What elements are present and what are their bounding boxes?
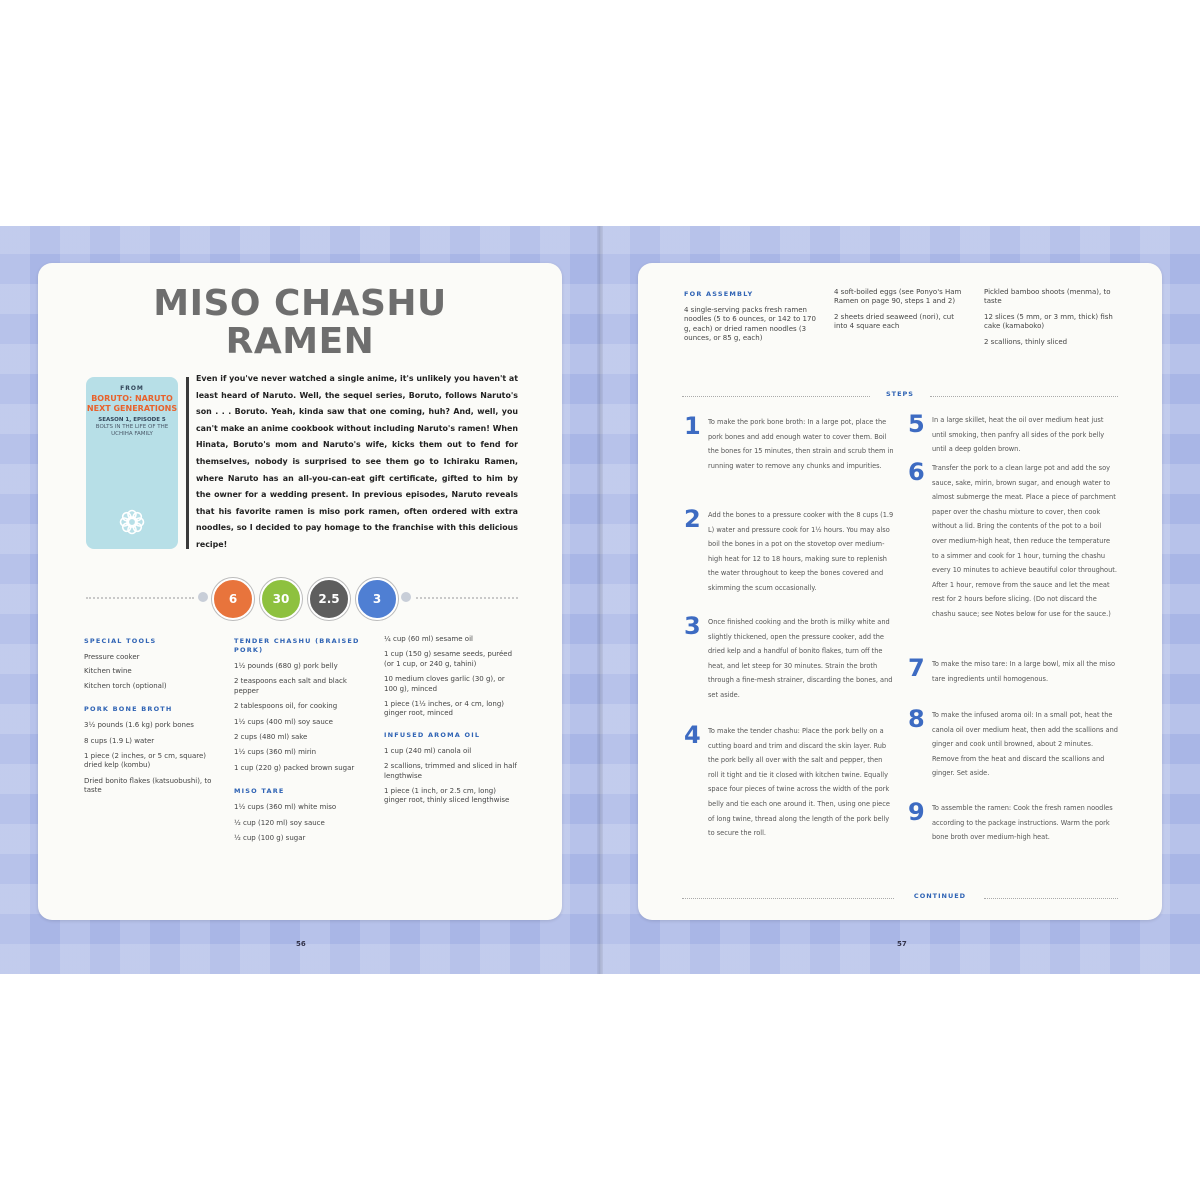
list-item: 1 piece (1 inch, or 2.5 cm, long) ginger root, thinly sliced lengthwise — [384, 787, 510, 805]
recipe-title-line2: RAMEN — [225, 321, 375, 362]
list-item: 1 piece (1½ inches, or 4 cm, long) ginger root, minced — [384, 700, 505, 718]
step-6 — [908, 458, 1118, 622]
step-text: To make the tender chashu: Place the pork belly on a cutting board and trim and discard the skin layer. Rub the pork belly all over with the salt and pepper, then roll it tight and tie it closed with kitchen twine. Equally space four pieces of twine across the width of the pork belly and tie each one around it. Then, using one piece of long twine, thread along the length of the pork belly to secure the roll. — [708, 727, 890, 838]
step-number: 9 — [908, 798, 925, 826]
list-item: 1½ pounds (680 g) pork belly — [234, 662, 338, 670]
list-item: Kitchen twine — [84, 667, 132, 676]
step-7 — [908, 654, 1118, 686]
list-item: Pressure cooker — [84, 653, 140, 661]
step-text: To make the miso tare: In a large bowl, mix all the miso tare ingredients until homogenous. — [932, 660, 1116, 683]
list-item: 2 teaspoons each salt and black pepper — [234, 677, 347, 695]
left-page-card — [38, 263, 562, 920]
list-item: 1½ cups (360 ml) mirin — [234, 748, 317, 757]
continued-footer — [682, 892, 1118, 904]
servings-badge: 6 — [212, 578, 254, 620]
step-number: 4 — [684, 721, 701, 749]
list-item: 8 cups (1.9 L) water — [84, 736, 155, 745]
list-item: 10 medium cloves garlic (30 g), or 100 g), minced — [384, 675, 505, 693]
special-tools-heading: SPECIAL TOOLS — [84, 637, 157, 645]
step-number: 3 — [684, 612, 701, 640]
list-item: 2 tablespoons oil, for cooking — [234, 702, 338, 711]
list-item: Dried bonito flakes (katsuobushi), to taste — [84, 776, 212, 795]
assembly-column-3 — [984, 288, 1118, 353]
cook-time-badge: 2.5 — [308, 578, 350, 620]
assembly-column-2 — [834, 288, 966, 338]
steps-rule-left — [682, 396, 870, 397]
step-8 — [908, 705, 1118, 781]
difficulty-badge: 3 — [356, 578, 398, 620]
step-number: 8 — [908, 705, 925, 733]
step-text: In a large skillet, heat the oil over medium heat just until smoking, then panfry all sides of the pork belly until a deep golden brown. — [932, 416, 1105, 454]
steps-header — [682, 390, 1118, 402]
step-number: 5 — [908, 410, 925, 438]
stats-dot-right — [401, 592, 411, 602]
step-3 — [684, 612, 894, 703]
list-item: 2 cups (480 ml) sake — [234, 733, 308, 742]
miso-tare-heading: MISO TARE — [234, 787, 285, 796]
stats-rule-left — [86, 597, 194, 599]
step-text: Once finished cooking and the broth is milky white and slightly thickened, open the pressure cooker, add the dried kelp and a handful of bonito flakes, turn off the heat, and let steep for 30 minutes. Strain the broth through a fine-mesh strainer, discarding the bones, and set aside. — [708, 618, 893, 699]
step-text: To make the pork bone broth: In a large pot, place the pork bones and add enough water to cover them. Boil the bones for 15 minutes, then strain and scrub them in running water to remove any chunks and impurities. — [708, 418, 894, 470]
right-page-card — [638, 263, 1162, 920]
ingredients-column-2 — [234, 637, 362, 849]
intro-paragraph: Even if you've never watched a single anime, it's unlikely you haven't at least heard of Naruto. Well, the sequel series, Boruto, follows Naruto's son . . . Boruto. Yeah, kinda saw that one coming, huh? And, well, you can't make an anime cookbook without including Naruto's ramen! When Hinata, Boruto's mom and Naruto's wife, kicks them out to fend for themselves, nobody is surprised to see them go to Ichiraku Ramen, where Naruto has an all-you-can-eat gift certificate, gifted to him by the owner for a wedding present. In previous episodes, Naruto reveals that his favorite ramen is miso pork ramen, often ordered with extra noodles, so I decided to pay homage to the franchise with this delicious recipe! — [196, 374, 518, 549]
pork-bone-broth-heading: PORK BONE BROTH — [84, 705, 173, 714]
flower-emblem-icon — [117, 507, 147, 537]
list-item: ½ cup (120 ml) soy sauce — [234, 818, 325, 827]
source-sidebar — [86, 377, 178, 549]
intro-divider — [186, 377, 189, 549]
step-2 — [684, 505, 894, 596]
list-item: 2 scallions, trimmed and sliced in half lengthwise — [384, 762, 517, 780]
step-5 — [908, 410, 1118, 457]
step-number: 1 — [684, 412, 701, 440]
list-item: 1 piece (2 inches, or 5 cm, square) dried kelp (kombu) — [84, 752, 206, 770]
book-gutter — [597, 226, 603, 974]
list-item: 1½ cups (400 ml) soy sauce — [234, 717, 333, 726]
stats-rule-right — [416, 597, 518, 599]
sidebar-show-title: BORUTO: NARUTO NEXT GENERATIONS — [86, 394, 178, 413]
step-number: 6 — [908, 458, 925, 486]
list-item: 12 slices (5 mm, or 3 mm, thick) fish cake (kamaboko) — [984, 312, 1113, 331]
list-item: ¼ cup (60 ml) sesame oil — [384, 635, 473, 643]
list-item: Kitchen torch (optional) — [84, 681, 167, 690]
book-spread-background — [0, 226, 1200, 974]
step-4 — [684, 721, 894, 841]
sidebar-from-label: FROM — [120, 385, 144, 392]
recipe-title-line1: MISO CHASHU — [153, 283, 447, 324]
step-number: 2 — [684, 505, 701, 533]
page-number-right: 57 — [897, 940, 907, 948]
sidebar-episode-title: BOLTS IN THE LIFE OF THE UCHIHA FAMILY — [95, 424, 169, 437]
steps-label: STEPS — [885, 390, 914, 398]
step-number: 7 — [908, 654, 925, 682]
tender-chashu-heading: TENDER CHASHU (BRAISED PORK) — [234, 637, 360, 654]
recipe-stats-row — [86, 576, 518, 620]
step-text: To assemble the ramen: Cook the fresh ramen noodles according to the package instructions. Warm the pork bone broth over medium-high heat. — [932, 804, 1113, 842]
ingredients-column-3 — [384, 635, 518, 812]
list-item: 2 scallions, thinly sliced — [984, 337, 1068, 346]
stats-dot-left — [198, 592, 208, 602]
step-text: To make the infused aroma oil: In a small pot, heat the canola oil over medium heat, then add the scallions and ginger and cook until browned, about 2 minutes. Remove from the heat and discard the scallions and ginger. Set aside. — [932, 711, 1118, 778]
list-item: Pickled bamboo shoots (menma), to taste — [984, 288, 1111, 306]
step-text: Transfer the pork to a clean large pot and add the soy sauce, sake, mirin, brown sugar, and enough water to almost submerge the meat. Place a piece of parchment paper over the chashu mixture to cover, then cook without a lid. Bring the contents of the pot to a boil over medium-high heat, then reduce the temperature to a simmer and cook for 1 hour, turning the chashu every 10 minutes to achieve beautiful color throughout. After 1 hour, remove from the sauce and let the meat rest for 2 hours before slicing. (Do not discard the chashu sauce; see Notes below for use for the sauce.) — [932, 464, 1117, 618]
list-item: 1 cup (220 g) packed brown sugar — [234, 763, 355, 772]
list-item: 1 cup (240 ml) canola oil — [384, 746, 472, 755]
step-1 — [684, 412, 894, 473]
list-item: 2 sheets dried seaweed (nori), cut into 4 square each — [834, 312, 954, 331]
continued-rule-left — [682, 898, 894, 899]
for-assembly-heading: FOR ASSEMBLY — [684, 290, 754, 298]
steps-rule-right — [930, 396, 1118, 397]
page-number-left: 56 — [296, 940, 306, 948]
list-item: ½ cup (100 g) sugar — [234, 834, 306, 843]
list-item: 1½ cups (360 ml) white miso — [234, 803, 337, 812]
ingredients-column-1 — [84, 637, 214, 802]
list-item: 4 single-serving packs fresh ramen noodles (5 to 6 ounces, or 142 to 170 g, each) or dried ramen noodles (3 ounces, or 85 g, each) — [684, 306, 816, 343]
assembly-column-1 — [684, 290, 824, 350]
list-item: 3½ pounds (1.6 kg) pork bones — [84, 721, 194, 730]
step-9 — [908, 798, 1118, 845]
infused-aroma-oil-heading: INFUSED AROMA OIL — [384, 730, 481, 739]
list-item: 1 cup (150 g) sesame seeds, puréed (or 1 cup, or 240 g, tahini) — [384, 650, 513, 668]
sidebar-episode: SEASON 1, EPISODE 5 — [98, 417, 166, 423]
prep-time-badge: 30 — [260, 578, 302, 620]
list-item: 4 soft-boiled eggs (see Ponyo's Ham Ramen on page 90, steps 1 and 2) — [834, 288, 962, 306]
step-text: Add the bones to a pressure cooker with the 8 cups (1.9 L) water and pressure cook for 1½ hours. You may also boil the bones in a pot on the stovetop over medium-high heat for 12 to 18 hours, making sure to replenish the water throughout to keep the bones covered and skimming the scum occasionally. — [708, 511, 894, 592]
continued-rule-right — [984, 898, 1118, 899]
continued-label: CONTINUED — [913, 892, 967, 900]
